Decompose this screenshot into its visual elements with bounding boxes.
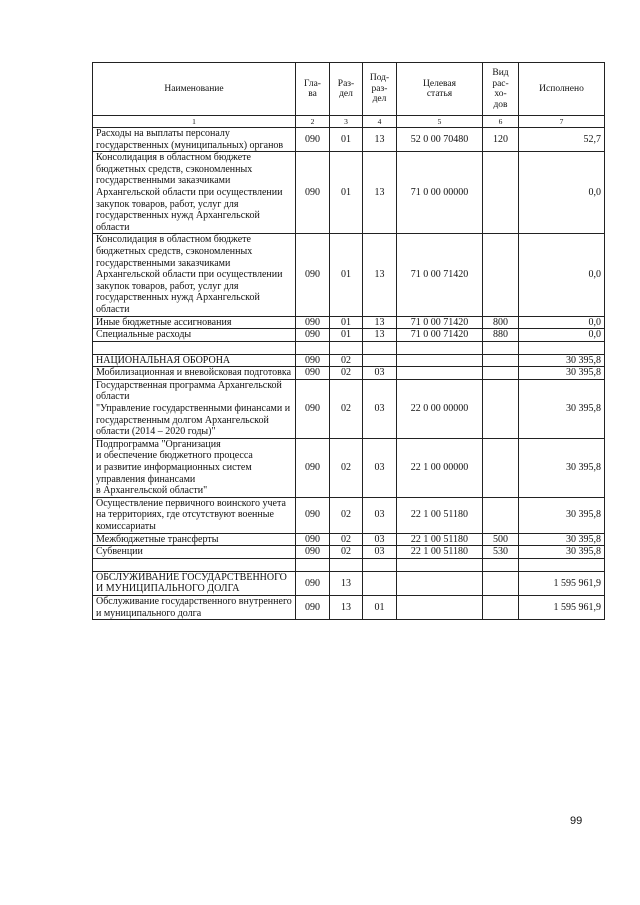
row-glava: 090 <box>296 533 330 546</box>
row-glava: 090 <box>296 379 330 438</box>
row-statya: 71 0 00 71420 <box>397 329 483 342</box>
row-podrazdel: 03 <box>363 546 397 559</box>
table-row <box>93 438 605 497</box>
table-row <box>93 571 605 595</box>
row-statya <box>397 558 483 571</box>
row-glava: 090 <box>296 316 330 329</box>
row-podrazdel <box>363 354 397 367</box>
row-podrazdel <box>363 341 397 354</box>
table-row <box>93 234 605 316</box>
row-statya: 22 1 00 51180 <box>397 497 483 533</box>
row-razdel: 02 <box>330 379 363 438</box>
table-row <box>93 595 605 619</box>
row-razdel: 13 <box>330 571 363 595</box>
row-razdel: 01 <box>330 234 363 316</box>
row-razdel: 02 <box>330 438 363 497</box>
row-value: 30 395,8 <box>519 354 605 367</box>
row-glava: 090 <box>296 367 330 380</box>
row-statya: 22 1 00 00000 <box>397 438 483 497</box>
row-value: 30 395,8 <box>519 367 605 380</box>
table-row <box>93 533 605 546</box>
table-row <box>93 128 605 152</box>
header-razdel: Раз- дел <box>330 63 363 116</box>
row-statya: 71 0 00 71420 <box>397 316 483 329</box>
table-row <box>93 316 605 329</box>
row-razdel: 02 <box>330 354 363 367</box>
row-name: НАЦИОНАЛЬНАЯ ОБОРОНА <box>93 354 296 367</box>
row-name: Подпрограмма "Организация и обеспечение бюджетного процесса и развитие информационных систем управления финансами в Архангельской области" <box>93 438 296 497</box>
row-vid <box>483 367 519 380</box>
row-vid <box>483 497 519 533</box>
row-razdel: 01 <box>330 152 363 234</box>
page-number: 99 <box>570 815 583 827</box>
column-number: 2 <box>296 116 330 128</box>
row-podrazdel: 13 <box>363 234 397 316</box>
column-number: 7 <box>519 116 605 128</box>
row-statya: 22 1 00 51180 <box>397 533 483 546</box>
row-value: 1 595 961,9 <box>519 595 605 619</box>
row-vid <box>483 234 519 316</box>
column-number-row <box>93 116 605 128</box>
row-podrazdel <box>363 571 397 595</box>
row-vid <box>483 595 519 619</box>
header-name: Наименование <box>93 63 296 116</box>
row-glava: 090 <box>296 438 330 497</box>
budget-table <box>92 62 605 620</box>
row-razdel: 01 <box>330 128 363 152</box>
row-glava: 090 <box>296 128 330 152</box>
row-glava: 090 <box>296 354 330 367</box>
row-glava: 090 <box>296 329 330 342</box>
row-podrazdel: 13 <box>363 316 397 329</box>
row-statya: 71 0 00 71420 <box>397 234 483 316</box>
row-value: 0,0 <box>519 329 605 342</box>
row-statya <box>397 367 483 380</box>
row-razdel: 01 <box>330 316 363 329</box>
row-razdel: 02 <box>330 546 363 559</box>
row-glava: 090 <box>296 571 330 595</box>
row-value: 0,0 <box>519 152 605 234</box>
row-podrazdel: 03 <box>363 497 397 533</box>
row-glava: 090 <box>296 152 330 234</box>
row-podrazdel: 03 <box>363 533 397 546</box>
row-name: Расходы на выплаты персоналу государственных (муниципальных) органов <box>93 128 296 152</box>
row-statya <box>397 595 483 619</box>
row-vid: 800 <box>483 316 519 329</box>
row-value: 30 395,8 <box>519 438 605 497</box>
table-row <box>93 367 605 380</box>
row-statya: 71 0 00 00000 <box>397 152 483 234</box>
row-vid <box>483 152 519 234</box>
row-name: Обслуживание государственного внутреннего и муниципального долга <box>93 595 296 619</box>
row-statya: 22 0 00 00000 <box>397 379 483 438</box>
row-razdel <box>330 341 363 354</box>
row-value <box>519 341 605 354</box>
row-vid <box>483 558 519 571</box>
row-razdel: 02 <box>330 497 363 533</box>
row-vid: 500 <box>483 533 519 546</box>
row-name <box>93 558 296 571</box>
row-podrazdel: 03 <box>363 438 397 497</box>
row-razdel: 13 <box>330 595 363 619</box>
row-name: Государственная программа Архангельской области "Управление государственными финансами и государственным долгом Архангельской области (2014 – 2020 годы)" <box>93 379 296 438</box>
row-podrazdel <box>363 558 397 571</box>
table-header-row <box>93 63 605 116</box>
column-number: 1 <box>93 116 296 128</box>
row-razdel <box>330 558 363 571</box>
row-name: Консолидация в областном бюджете бюджетных средств, сэкономленных государственными заказчиками Архангельской области при осуществлении закупок товаров, работ, услуг для государственных нужд Архангельской области <box>93 152 296 234</box>
row-vid: 530 <box>483 546 519 559</box>
table-row <box>93 497 605 533</box>
row-name: Субвенции <box>93 546 296 559</box>
column-number: 3 <box>330 116 363 128</box>
row-name: Мобилизационная и вневойсковая подготовка <box>93 367 296 380</box>
row-glava: 090 <box>296 595 330 619</box>
row-podrazdel: 13 <box>363 128 397 152</box>
row-glava: 090 <box>296 546 330 559</box>
row-value <box>519 558 605 571</box>
row-razdel: 02 <box>330 533 363 546</box>
row-value: 30 395,8 <box>519 379 605 438</box>
header-statya: Целевая статья <box>397 63 483 116</box>
row-vid: 120 <box>483 128 519 152</box>
row-glava: 090 <box>296 234 330 316</box>
row-vid <box>483 354 519 367</box>
row-podrazdel: 03 <box>363 367 397 380</box>
row-name: ОБСЛУЖИВАНИЕ ГОСУДАРСТВЕННОГО И МУНИЦИПАЛЬНОГО ДОЛГА <box>93 571 296 595</box>
column-number: 5 <box>397 116 483 128</box>
table-row <box>93 558 605 571</box>
row-vid <box>483 379 519 438</box>
table-body <box>93 128 605 620</box>
row-name: Иные бюджетные ассигнования <box>93 316 296 329</box>
row-podrazdel: 03 <box>363 379 397 438</box>
row-vid <box>483 341 519 354</box>
row-podrazdel: 13 <box>363 152 397 234</box>
table-row <box>93 341 605 354</box>
table-row <box>93 546 605 559</box>
row-glava <box>296 341 330 354</box>
row-value: 0,0 <box>519 316 605 329</box>
row-value: 30 395,8 <box>519 497 605 533</box>
table-row <box>93 354 605 367</box>
row-razdel: 02 <box>330 367 363 380</box>
row-name: Специальные расходы <box>93 329 296 342</box>
row-vid: 880 <box>483 329 519 342</box>
row-glava: 090 <box>296 497 330 533</box>
header-vid: Вид рас- хо- дов <box>483 63 519 116</box>
row-vid <box>483 438 519 497</box>
row-name: Осуществление первичного воинского учета на территориях, где отсутствуют военные комиссариаты <box>93 497 296 533</box>
row-value: 30 395,8 <box>519 546 605 559</box>
table-row <box>93 329 605 342</box>
row-statya: 52 0 00 70480 <box>397 128 483 152</box>
column-number: 6 <box>483 116 519 128</box>
row-name: Межбюджетные трансферты <box>93 533 296 546</box>
row-value: 1 595 961,9 <box>519 571 605 595</box>
row-value: 52,7 <box>519 128 605 152</box>
row-podrazdel: 01 <box>363 595 397 619</box>
row-vid <box>483 571 519 595</box>
row-name: Консолидация в областном бюджете бюджетных средств, сэкономленных государственными заказчиками Архангельской области при осуществлении закупок товаров, работ, услуг для государственных нужд Архангельской области <box>93 234 296 316</box>
row-podrazdel: 13 <box>363 329 397 342</box>
row-value: 30 395,8 <box>519 533 605 546</box>
row-razdel: 01 <box>330 329 363 342</box>
row-glava <box>296 558 330 571</box>
row-statya: 22 1 00 51180 <box>397 546 483 559</box>
column-number: 4 <box>363 116 397 128</box>
row-statya <box>397 354 483 367</box>
row-value: 0,0 <box>519 234 605 316</box>
header-podrazdel: Под- раз- дел <box>363 63 397 116</box>
header-glava: Гла- ва <box>296 63 330 116</box>
row-name <box>93 341 296 354</box>
header-value: Исполнено <box>519 63 605 116</box>
row-statya <box>397 341 483 354</box>
table-row <box>93 379 605 438</box>
row-statya <box>397 571 483 595</box>
table-row <box>93 152 605 234</box>
